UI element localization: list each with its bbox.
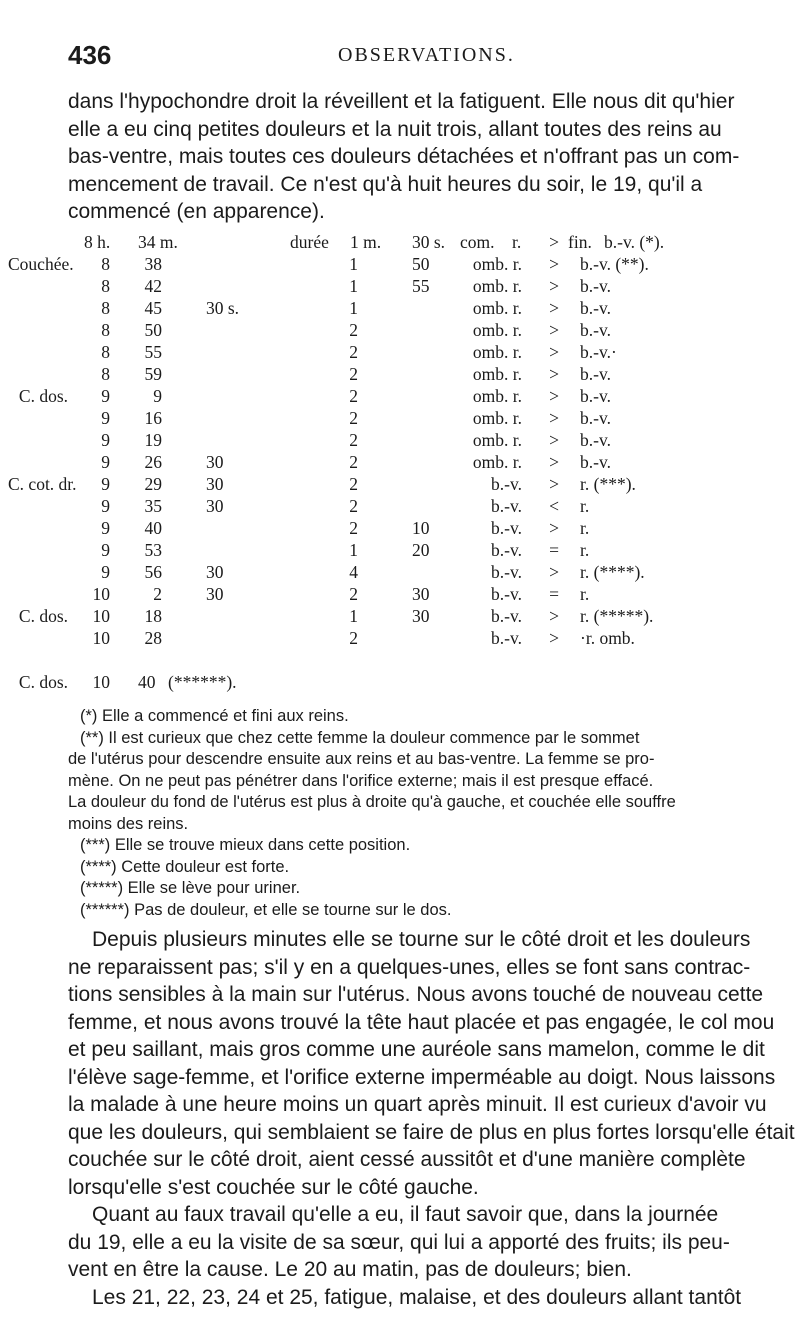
text-line: la malade à une heure moins un quart après minuit. Il est curieux d'avoir vu <box>68 1093 767 1116</box>
page-header <box>68 40 748 70</box>
minute-cell: 55 <box>144 342 162 362</box>
footnote: (*) Elle a commencé et fini aux reins. <box>80 707 349 725</box>
start-cell: r. <box>512 232 522 252</box>
direction-sign: > <box>549 452 559 472</box>
end-cell: b.-v. (**). <box>580 254 649 274</box>
table-row <box>0 364 800 386</box>
duration-minutes-cell: 2 <box>349 342 358 362</box>
duration-seconds-cell: 30 <box>412 584 430 604</box>
duration-minutes-cell: 1 <box>349 540 358 560</box>
table-row <box>0 320 800 342</box>
minute-cell: 38 <box>144 254 162 274</box>
duration-minutes-cell: 1 m. <box>350 232 382 252</box>
body-text <box>68 926 795 1311</box>
hour-cell: 8 h. <box>84 232 111 252</box>
running-title: OBSERVATIONS. <box>338 44 515 66</box>
direction-sign: > <box>549 342 559 362</box>
duration-minutes-cell: 2 <box>349 452 358 472</box>
minute-cell: 9 <box>153 386 162 406</box>
direction-sign: > <box>549 276 559 296</box>
start-cell: b.-v. <box>491 628 522 648</box>
seconds-cell: 30 <box>206 562 224 582</box>
minute-cell: 28 <box>144 628 162 648</box>
start-cell: b.-v. <box>491 496 522 516</box>
minute-cell: 53 <box>144 540 162 560</box>
start-cell: b.-v. <box>491 606 522 626</box>
duration-seconds-cell: 30 s. <box>412 232 446 252</box>
direction-sign: = <box>549 584 559 604</box>
end-cell: b.-v. <box>580 320 611 340</box>
text-line: que les douleurs, qui semblaient se faire de plus en plus fortes lorsqu'elle était <box>68 1120 795 1144</box>
footnote: mène. On ne peut pas pénétrer dans l'orifice externe; mais il est presque effacé. <box>68 771 654 790</box>
position-cell: C. cot. dr. <box>8 474 77 494</box>
footnote: de l'utérus pour descendre ensuite aux reins et au bas-ventre. La femme se pro- <box>68 750 655 768</box>
table-row <box>0 584 800 606</box>
text-line: commencé (en apparence). <box>68 200 325 223</box>
end-cell: r. <box>580 540 590 560</box>
end-cell: b.-v.· <box>580 342 617 362</box>
direction-sign: > <box>549 320 559 340</box>
table-row <box>0 342 800 364</box>
footnote: (****) Cette douleur est forte. <box>80 857 290 876</box>
hour-cell: 10 <box>92 584 110 604</box>
hour-cell: 9 <box>101 562 110 582</box>
duration-minutes-cell: 2 <box>349 364 358 384</box>
end-cell: b.-v. <box>580 408 611 428</box>
direction-sign: > <box>549 518 559 538</box>
direction-sign: < <box>549 496 559 516</box>
footnote: (*****) Elle se lève pour uriner. <box>80 879 301 897</box>
fin-cell: fin. <box>568 232 592 252</box>
table-row <box>0 298 800 320</box>
start-cell: omb. r. <box>472 452 522 472</box>
direction-sign: > <box>549 298 559 318</box>
end-cell: b.-v. <box>580 276 611 296</box>
table-row <box>0 474 800 496</box>
end-cell: b.-v. <box>580 452 611 472</box>
duration-minutes-cell: 2 <box>349 408 358 428</box>
start-cell: omb. r. <box>472 430 522 450</box>
end-cell: b.-v. (*). <box>604 232 665 252</box>
table-row <box>0 276 800 298</box>
table-row <box>0 562 800 584</box>
table-row <box>0 430 800 452</box>
hour-cell: 9 <box>101 430 110 450</box>
text-line: lorsqu'elle s'est couchée sur le côté gauche. <box>68 1175 479 1199</box>
end-cell: b.-v. <box>580 298 611 318</box>
start-cell: omb. r. <box>472 298 522 318</box>
duration-seconds-cell: 10 <box>412 518 430 538</box>
text-line: vent en être la cause. Le 20 au matin, pas de douleurs; bien. <box>68 1258 632 1281</box>
hour-cell: 8 <box>101 276 110 296</box>
text-line: et peu saillant, mais gros comme une auréole sans mamelon, comme le dit <box>68 1038 765 1061</box>
end-cell: r. (***). <box>580 474 636 494</box>
end-cell: r. (****). <box>580 562 645 582</box>
position-cell: C. dos. <box>18 672 68 692</box>
minute-cell: 34 m. <box>138 232 178 252</box>
minute-cell: 35 <box>144 496 162 516</box>
start-cell: b.-v. <box>491 518 522 538</box>
footnote-mark: (******). <box>168 672 237 692</box>
hour-cell: 10 <box>92 606 110 626</box>
end-cell: b.-v. <box>580 364 611 384</box>
text-line: Depuis plusieurs minutes elle se tourne sur le côté droit et les douleurs <box>92 928 751 951</box>
direction-sign: > <box>549 628 559 648</box>
start-cell: b.-v. <box>491 562 522 582</box>
table-row <box>0 518 800 540</box>
table-row <box>0 606 800 628</box>
hour-cell: 8 <box>101 320 110 340</box>
seconds-cell: 30 <box>206 452 224 472</box>
table-row <box>0 628 800 650</box>
duration-seconds-cell: 55 <box>412 276 430 296</box>
seconds-cell: 30 <box>206 584 224 604</box>
hour-cell: 8 <box>101 342 110 362</box>
end-cell: r. <box>580 518 590 538</box>
hour-cell: 9 <box>101 518 110 538</box>
text-line: tions sensibles à la main sur l'utérus. Nous avons touché de nouveau cette <box>68 983 764 1006</box>
table-row <box>0 408 800 430</box>
hour-cell: 8 <box>101 364 110 384</box>
start-cell: omb. r. <box>472 320 522 340</box>
hour-cell: 10 <box>92 628 110 648</box>
duration-minutes-cell: 1 <box>349 254 358 274</box>
direction-sign: > <box>549 408 559 428</box>
minute-cell: 2 <box>153 584 162 604</box>
text-line: femme, et nous avons trouvé la tête haut placée et pas engagée, le col mou <box>68 1010 775 1034</box>
duration-minutes-cell: 2 <box>349 320 358 340</box>
text-line: l'élève sage-femme, et l'orifice externe imperméable au doigt. Nous laissons <box>68 1065 776 1089</box>
minute-cell: 45 <box>144 298 162 318</box>
duration-seconds-cell: 20 <box>412 540 430 560</box>
direction-sign: > <box>549 386 559 406</box>
duration-minutes-cell: 2 <box>349 386 358 406</box>
duration-seconds-cell: 50 <box>412 254 430 274</box>
position-cell: Couchée. <box>8 254 74 274</box>
footnote: La douleur du fond de l'utérus est plus à droite qu'à gauche, et couchée elle souffre <box>68 793 676 811</box>
table-row <box>0 254 800 276</box>
hour-cell: 9 <box>101 496 110 516</box>
direction-sign: > <box>549 232 559 252</box>
start-cell: omb. r. <box>472 276 522 296</box>
duration-minutes-cell: 1 <box>349 298 358 318</box>
end-cell: r. <box>580 584 590 604</box>
minute-cell: 19 <box>144 430 162 450</box>
footnote: (******) Pas de douleur, et elle se tourne sur le dos. <box>80 900 452 919</box>
start-cell: omb. r. <box>472 342 522 362</box>
minute-cell: 29 <box>144 474 162 494</box>
footnote: (***) Elle se trouve mieux dans cette position. <box>80 836 411 854</box>
start-cell: omb. r. <box>472 386 522 406</box>
end-cell: b.-v. <box>580 430 611 450</box>
minute-cell: 16 <box>144 408 162 428</box>
duration-minutes-cell: 1 <box>349 276 358 296</box>
seconds-cell: 30 s. <box>206 298 240 318</box>
start-cell: omb. r. <box>472 408 522 428</box>
duration-minutes-cell: 1 <box>349 606 358 626</box>
page-number: 436 <box>68 40 112 70</box>
text-line: Quant au faux travail qu'elle a eu, il faut savoir que, dans la journée <box>92 1203 719 1226</box>
start-cell: b.-v. <box>491 584 522 604</box>
intro-paragraph <box>68 88 748 226</box>
position-cell: C. dos. <box>18 386 68 406</box>
hour-cell: 10 <box>92 672 110 692</box>
footnote: moins des reins. <box>68 814 189 833</box>
duration-minutes-cell: 2 <box>349 518 358 538</box>
direction-sign: > <box>549 606 559 626</box>
direction-sign: > <box>549 474 559 494</box>
direction-sign: > <box>549 254 559 274</box>
table-row <box>0 496 800 518</box>
minute-cell: 40 <box>144 518 162 538</box>
text-line: Les 21, 22, 23, 24 et 25, fatigue, malaise, et des douleurs allant tantôt <box>92 1285 742 1309</box>
minute-cell: 42 <box>144 276 162 296</box>
seconds-cell: 30 <box>206 474 224 494</box>
position-cell: C. dos. <box>18 606 68 626</box>
text-line: du 19, elle a eu la visite de sa sœur, qui lui a apporté des fruits; ils peu- <box>68 1230 730 1254</box>
hour-cell: 8 <box>101 254 110 274</box>
footnotes <box>68 706 748 921</box>
table-row <box>0 540 800 562</box>
hour-cell: 9 <box>101 386 110 406</box>
duration-label: durée <box>290 232 329 252</box>
table-last-row <box>0 672 800 694</box>
table-row <box>0 452 800 474</box>
minute-cell: 56 <box>144 562 162 582</box>
minute-cell: 18 <box>144 606 162 626</box>
direction-sign: = <box>549 540 559 560</box>
minute-cell: 26 <box>144 452 162 472</box>
end-cell: b.-v. <box>580 386 611 406</box>
footnote: (**) Il est curieux que chez cette femme la douleur commence par le sommet <box>80 728 640 747</box>
start-cell: omb. r. <box>472 254 522 274</box>
end-cell: r. (*****). <box>580 606 654 626</box>
end-cell: ·r. omb. <box>580 628 635 648</box>
duration-minutes-cell: 2 <box>349 584 358 604</box>
duration-minutes-cell: 2 <box>349 430 358 450</box>
hour-cell: 9 <box>101 474 110 494</box>
minute-cell: 50 <box>144 320 162 340</box>
hour-cell: 9 <box>101 408 110 428</box>
duration-minutes-cell: 2 <box>349 628 358 648</box>
start-cell: omb. r. <box>472 364 522 384</box>
hour-cell: 9 <box>101 452 110 472</box>
end-cell: r. <box>580 496 590 516</box>
table-header-row <box>0 232 800 254</box>
table-row <box>0 386 800 408</box>
text-line: elle a eu cinq petites douleurs et la nuit trois, allant toutes des reins au <box>68 117 722 141</box>
duration-minutes-cell: 2 <box>349 474 358 494</box>
seconds-cell: 30 <box>206 496 224 516</box>
text-line: mencement de travail. Ce n'est qu'à huit heures du soir, le 19, qu'il a <box>68 172 703 196</box>
minute-cell: 40 <box>138 672 156 692</box>
start-cell: b.-v. <box>491 474 522 494</box>
com-cell: com. <box>460 232 495 252</box>
duration-seconds-cell: 30 <box>412 606 430 626</box>
text-line: couchée sur le côté droit, aient cessé aussitôt et d'une manière complète <box>68 1148 746 1171</box>
text-line: ne reparaissent pas; s'il y en a quelques-unes, elles se font sans contrac- <box>68 955 751 979</box>
minute-cell: 59 <box>144 364 162 384</box>
direction-sign: > <box>549 364 559 384</box>
hour-cell: 9 <box>101 540 110 560</box>
text-line: bas-ventre, mais toutes ces douleurs détachées et n'offrant pas un com- <box>68 145 740 168</box>
text-line: dans l'hypochondre droit la réveillent et la fatiguent. Elle nous dit qu'hier <box>68 90 735 113</box>
start-cell: b.-v. <box>491 540 522 560</box>
direction-sign: > <box>549 562 559 582</box>
duration-minutes-cell: 4 <box>349 562 358 582</box>
duration-minutes-cell: 2 <box>349 496 358 516</box>
hour-cell: 8 <box>101 298 110 318</box>
direction-sign: > <box>549 430 559 450</box>
